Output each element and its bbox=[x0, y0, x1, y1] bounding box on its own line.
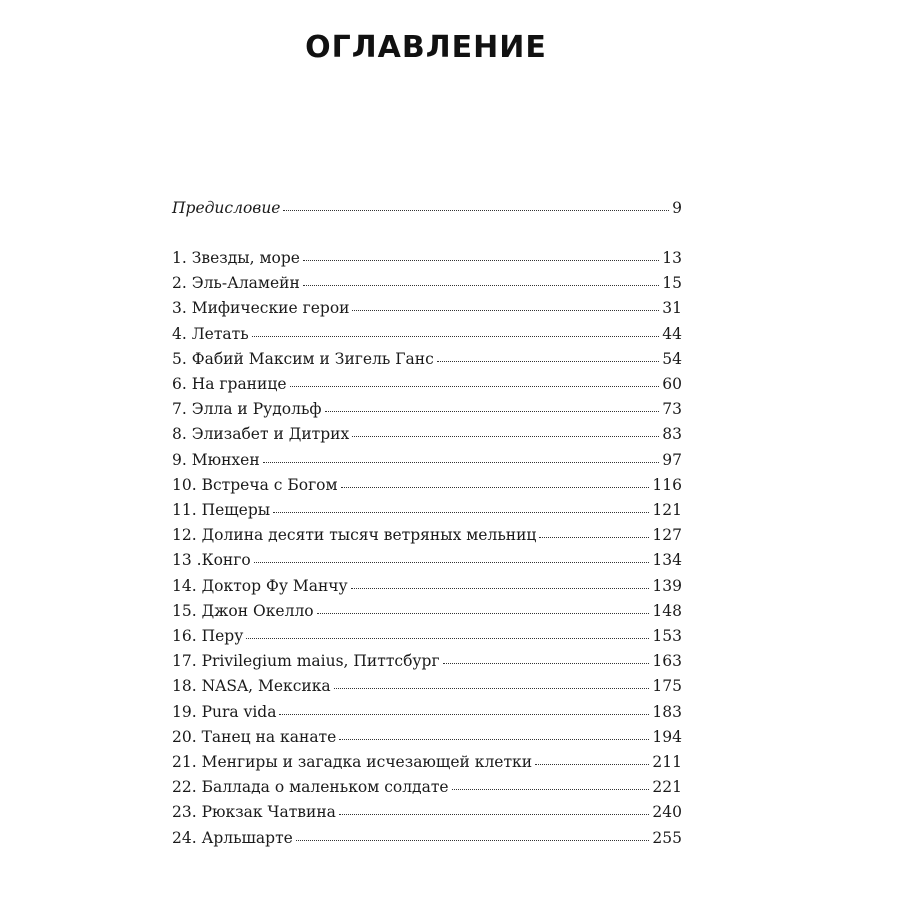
dot-leader bbox=[290, 386, 660, 387]
toc-entry-label: 6. На границе bbox=[172, 375, 287, 393]
toc-entry bbox=[172, 826, 682, 850]
toc-entry-label: 19. Pura vida bbox=[172, 702, 277, 721]
toc-entry-page-number: 13 bbox=[662, 249, 682, 267]
toc-entry-page-number: 134 bbox=[652, 551, 682, 570]
toc-entry-label: 16. Перу bbox=[172, 627, 244, 645]
toc-entry bbox=[172, 473, 682, 497]
toc-entry bbox=[172, 523, 682, 547]
toc-entry-label: 13 .Конго bbox=[172, 551, 251, 570]
dot-leader bbox=[303, 260, 659, 261]
toc-entry bbox=[172, 448, 682, 472]
dot-leader bbox=[334, 688, 650, 689]
toc-entry bbox=[172, 498, 682, 522]
dot-leader bbox=[437, 361, 659, 362]
toc-entry-label: Предисловие bbox=[172, 199, 281, 217]
toc-entry bbox=[172, 750, 682, 774]
toc-entry bbox=[172, 649, 682, 673]
toc-entry-page-number: 163 bbox=[652, 652, 682, 671]
toc-entry-label: 20. Танец на канате bbox=[172, 727, 337, 746]
toc-entry-label: 2. Эль-Аламейн bbox=[172, 274, 300, 293]
dot-leader bbox=[254, 562, 650, 563]
toc-entry bbox=[172, 700, 682, 724]
toc-entry-label: 1. Звезды, море bbox=[172, 249, 300, 267]
dot-leader bbox=[303, 285, 659, 286]
toc-entry-label: 23. Рюкзак Чатвина bbox=[172, 803, 336, 822]
dot-leader bbox=[339, 739, 649, 740]
toc-entry-page-number: 221 bbox=[652, 778, 682, 797]
toc-entry-label: 7. Элла и Рудольф bbox=[172, 400, 322, 419]
toc-entry bbox=[172, 548, 682, 572]
dot-leader bbox=[352, 310, 659, 311]
toc-entry-preface bbox=[172, 196, 682, 220]
toc-entry bbox=[172, 246, 682, 270]
dot-leader bbox=[279, 714, 649, 715]
dot-leader bbox=[352, 436, 659, 437]
toc-entry-page-number: 148 bbox=[652, 601, 682, 620]
toc-entry-page-number: 44 bbox=[662, 324, 682, 343]
toc-entry-label: 3. Мифические герои bbox=[172, 299, 350, 318]
toc-entry-page-number: 153 bbox=[652, 627, 682, 645]
toc-entry-page-number: 240 bbox=[652, 803, 682, 822]
toc-entry-page-number: 15 bbox=[662, 274, 682, 293]
dot-leader bbox=[351, 588, 650, 589]
dot-leader bbox=[273, 512, 649, 513]
toc-entry-page-number: 116 bbox=[652, 475, 682, 494]
dot-leader bbox=[539, 537, 649, 538]
dot-leader bbox=[317, 613, 650, 614]
toc-entry-page-number: 83 bbox=[662, 425, 682, 444]
toc-entry-label: 10. Встреча с Богом bbox=[172, 475, 338, 494]
toc-entry-label: 4. Летать bbox=[172, 324, 249, 343]
dot-leader bbox=[535, 764, 649, 765]
toc-entry bbox=[172, 574, 682, 598]
dot-leader bbox=[246, 638, 649, 639]
toc-entry-label: 8. Элизабет и Дитрих bbox=[172, 425, 350, 444]
toc-entry bbox=[172, 271, 682, 295]
toc-entry-page-number: 73 bbox=[662, 400, 682, 419]
toc-entry-label: 18. NASA, Мексика bbox=[172, 677, 331, 696]
toc-entry-page-number: 60 bbox=[662, 375, 682, 393]
toc-entry-label: 9. Мюнхен bbox=[172, 450, 260, 469]
toc-entry-page-number: 54 bbox=[662, 349, 682, 368]
toc-entry bbox=[172, 674, 682, 698]
dot-leader bbox=[341, 487, 650, 488]
toc-entry bbox=[172, 322, 682, 346]
dot-leader bbox=[296, 840, 650, 841]
toc-entry-label: 12. Долина десяти тысяч ветряных мельниц bbox=[172, 526, 537, 545]
toc-entry-page-number: 9 bbox=[672, 199, 682, 217]
toc-entry bbox=[172, 599, 682, 623]
toc-entry-page-number: 194 bbox=[652, 727, 682, 746]
toc-entry-page-number: 183 bbox=[652, 702, 682, 721]
toc-entry bbox=[172, 800, 682, 824]
toc-entry bbox=[172, 422, 682, 446]
toc-entry bbox=[172, 725, 682, 749]
dot-leader bbox=[263, 462, 660, 463]
toc-entry-page-number: 211 bbox=[652, 753, 682, 771]
dot-leader bbox=[325, 411, 660, 412]
toc-entry bbox=[172, 624, 682, 648]
dot-leader bbox=[452, 789, 650, 790]
toc-entry-label: 14. Доктор Фу Манчу bbox=[172, 576, 348, 595]
toc-entry-page-number: 175 bbox=[652, 677, 682, 696]
dot-leader bbox=[283, 210, 669, 211]
page-title: ОГЛАВЛЕНИЕ bbox=[305, 30, 547, 65]
toc-entry-label: 24. Арльшарте bbox=[172, 828, 293, 847]
toc-entry bbox=[172, 296, 682, 320]
toc-entry-label: 22. Баллада о маленьком солдате bbox=[172, 778, 449, 797]
toc-entry-page-number: 127 bbox=[652, 526, 682, 545]
toc-entry-label: 17. Privilegium maius, Питтсбург bbox=[172, 652, 440, 671]
toc-entry-label: 11. Пещеры bbox=[172, 501, 271, 519]
toc-entry-page-number: 97 bbox=[662, 450, 682, 469]
toc-entry-page-number: 121 bbox=[652, 501, 682, 519]
toc-entry-page-number: 31 bbox=[662, 299, 682, 318]
dot-leader bbox=[443, 663, 650, 664]
toc-entry bbox=[172, 372, 682, 396]
toc-entry-label: 5. Фабий Максим и Зигель Ганс bbox=[172, 349, 434, 368]
toc-entry bbox=[172, 397, 682, 421]
toc-entry-label: 21. Менгиры и загадка исчезающей клетки bbox=[172, 753, 533, 771]
dot-leader bbox=[339, 814, 649, 815]
toc-entry-page-number: 255 bbox=[652, 828, 682, 847]
dot-leader bbox=[252, 336, 660, 337]
toc-entry bbox=[172, 347, 682, 371]
toc-entry bbox=[172, 775, 682, 799]
toc-entry-page-number: 139 bbox=[652, 576, 682, 595]
toc-entry-label: 15. Джон Окелло bbox=[172, 601, 314, 620]
